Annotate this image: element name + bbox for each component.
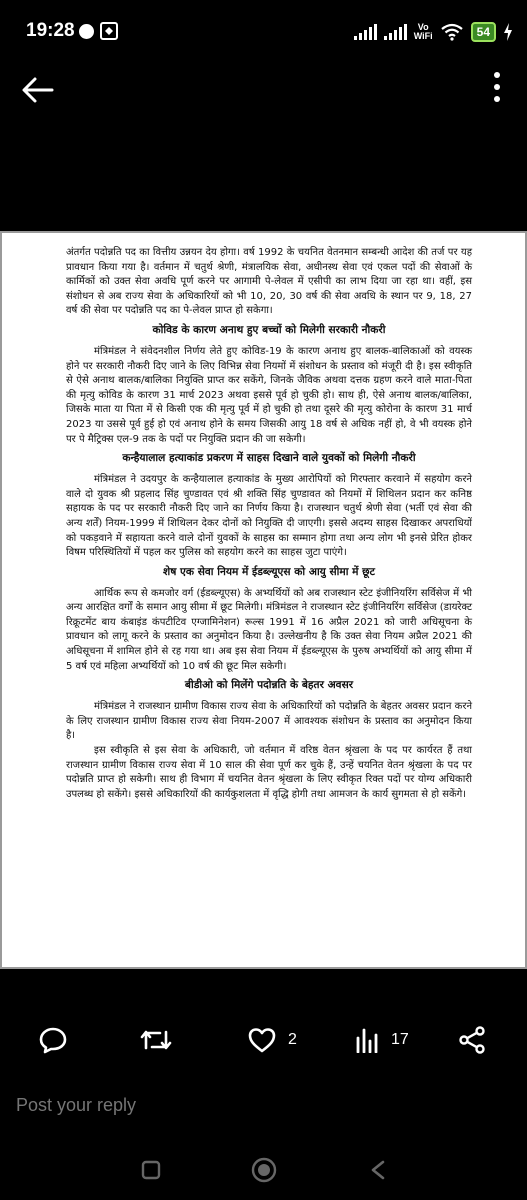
notification-dot-icon (79, 24, 94, 39)
back-nav-icon[interactable] (368, 1159, 390, 1181)
analytics-icon (355, 1027, 379, 1053)
document-paragraph: अंतर्गत पदोन्नति पद का वित्तीय उन्नयन देय होगा। वर्ष 1992 के चयनित वेतनमान सम्बन्धी आदेश की तर्ज पर यह प्रावधान किया गया है। वर्तमान में चतुर्थ श्रेणी, मंत्रालयिक सेवा, अधीनस्थ सेवा एवं एकल पदों की सेवाओं के कार्मिकों को उक्त सेवा अवधि पूर्ण करने पर आगामी पे-लेवल में एसीपी का लाभ दिया जा रहा था। वहीं, इस संशोधन से अब राज्य सेवा के अधिकारियों को भी 10, 20, 30 वर्ष की सेवा अवधि के स्थान पर 9, 18, 27 वर्ष की सेवा पर पदोन्नति पद का पे-लेवल प्राप्त हो सकेगा। (66, 247, 472, 317)
document-image[interactable] (0, 231, 527, 969)
views-count: 17 (391, 1031, 409, 1048)
status-time: 19:28 (26, 20, 75, 41)
document-heading: बीडीओ को मिलेंगे पदोन्नति के बेहतर अवसर (184, 679, 354, 692)
more-options-icon[interactable] (491, 72, 503, 108)
status-bar (0, 0, 527, 62)
share-icon (458, 1026, 486, 1054)
repost-button[interactable] (140, 1017, 172, 1063)
app-notification-icon (100, 22, 118, 40)
system-nav-bar (0, 1148, 527, 1192)
vowifi-bottom: WiFi (413, 31, 433, 41)
document-paragraph: आर्थिक रूप से कमजोर वर्ग (ईडब्ल्यूएस) के अभ्यर्थियों को अब राजस्थान स्टेट इंजीनियरिंग सर्विसेज में भी अन्य आरक्षित वर्गों के समान आयु सीमा में छूट मिलेगी। मंत्रिमंडल ने राजस्थान स्टेट इंजीनियरिंग सर्विसेज (डायरेक्ट रिक्रूटमेंट बाय कंबाइंड कंपटीटिव एग्जामिनेशन) रूल्स 1991 में 16 अप्रैल 2021 को जारी अधिसूचना के प्रावधान को लागू करने के प्रस्ताव का अनुमोदन किया है। उल्लेखनीय है कि उक्त सेवा नियम अप्रैल 2021 की अधिसूचना में शामिल होने से रह गया था। अब इस सेवा नियम में ईडब्ल्यूएस के पुरुष अभ्यर्थियों को आयु सीमा में 5 वर्ष एवं महिला अभ्यर्थियों को 10 वर्ष की छूट मिल सकेगी। (66, 587, 472, 672)
recent-apps-icon[interactable] (141, 1160, 161, 1180)
back-arrow-icon[interactable] (20, 74, 56, 106)
vowifi-icon (414, 23, 433, 41)
share-button[interactable] (458, 1017, 486, 1063)
repost-icon (140, 1026, 172, 1054)
app-bar (0, 62, 527, 118)
home-icon[interactable] (250, 1156, 278, 1184)
document-heading: कन्हैयालाल हत्याकांड प्रकरण में साहस दिखाने वाले युवकों को मिलेगी नौकरी (122, 452, 416, 465)
document-paragraph: मंत्रिमंडल ने उदयपुर के कन्हैयालाल हत्याकांड के मुख्य आरोपियों को गिरफ्तार करवाने में सहयोग करने वाले दो युवक श्री प्रहलाद सिंह चुण्डावत एवं श्री शक्ति सिंह चुण्डावत को नियमों में शिथिलन प्रदान कर कनिष्ठ सहायक के पद पर सरकारी नौकरी दिए जाने का निर्णय किया है। राजस्थान चतुर्थ श्रेणी सेवा (भर्ती एवं सेवा की अन्य शर्तें) नियम-1999 में शिथिलन देकर दोनों को नियुक्ति दी जाएगी। इससे अदम्य साहस दिखाकर अपराधियों को पकड़वाने में सहायता करने वाले दोनों युवकों के साहस का सम्मान होगा तथा अन्य लोग भी इनसे प्रेरित होकर विषम परिस्थितियों में पहल कर पुलिस को सहयोग करने का साहस जुटा पाएंगे। (66, 474, 472, 559)
status-icons (354, 20, 513, 44)
charging-icon (503, 23, 513, 41)
reply-input[interactable] (16, 1088, 511, 1122)
like-count: 2 (288, 1031, 297, 1048)
wifi-icon (440, 23, 464, 41)
battery-indicator: 54 (471, 22, 496, 42)
vowifi-top: Vo (417, 22, 429, 32)
document-paragraph: इस स्वीकृति से इस सेवा के अधिकारी, जो वर्तमान में वरिष्ठ वेतन श्रृंखला के पद पर कार्यरत हैं तथा राजस्थान ग्रामीण विकास राज्य सेवा में 10 साल की सेवा पूर्ण कर चुके हैं, उन्हें चयनित वेतन श्रृंखला के पद पर पदोन्नति प्राप्त हो सकेगी। साथ ही विभाग में चयनित वेतन श्रृंखला के लिए स्वीकृत रिक्त पदों पर योग्य अधिकारी उपलब्ध हो सकेंगे। इससे अधिकारियों की कार्यकुशलता में वृद्धि होगी तथा आमजन के कार्य सुगमता से हो सकेंगे। (66, 745, 472, 800)
reply-icon (38, 1026, 68, 1054)
signal-icon (354, 24, 377, 40)
heart-icon (248, 1027, 276, 1053)
post-actions (0, 1017, 527, 1063)
like-button[interactable] (248, 1017, 297, 1063)
views-button[interactable] (355, 1017, 409, 1063)
reply-button[interactable] (38, 1017, 68, 1063)
document-paragraph: मंत्रिमंडल ने संवेदनशील निर्णय लेते हुए कोविड-19 के कारण अनाथ हुए बालक-बालिकाओं को वयस्क होने पर सरकारी नौकरी दिए जाने के लिए विभिन्न सेवा नियमों में संशोधन के प्रस्ताव को मंजूरी दी है। इस स्वीकृति से ऐसे अनाथ बालक/बालिका नियुक्ति प्राप्त कर सकेंगे, जिनके जैविक अथवा दत्तक ग्रहण करने वाले माता-पिता की मृत्यु कोविड के कारण 31 मार्च 2023 अथवा इससे पूर्व हो चुकी हो। साथ ही, ऐसे अनाथ बालक/बालिका, जिसके माता या पिता में से किसी एक की मृत्यु पूर्व में हो चुकी हो तथा दूसरे की मृत्यु कोरोना के कारण 31 मार्च 2023 या उससे पूर्व हुई हो एवं अनाथ होने के समय जिसकी आयु 18 वर्ष से अधिक नहीं हो, वे भी वयस्क होने पर पे मैट्रिक्स एल-9 तक के पदों पर नियुक्ति प्रदान की जा सकेगी। (66, 345, 472, 445)
document-heading: कोविड के कारण अनाथ हुए बच्चों को मिलेगी सरकारी नौकरी (152, 323, 386, 336)
document-paragraph: मंत्रिमंडल ने राजस्थान ग्रामीण विकास राज्य सेवा के अधिकारियों को पदोन्नति के बेहतर अवसर प्रदान करने के लिए राजस्थान ग्रामीण विकास राज्य सेवा नियम-2007 में आवश्यक संशोधन के प्रस्ताव का अनुमोदन किया है। (66, 701, 472, 742)
signal-icon-2 (384, 24, 407, 40)
document-heading: शेष एक सेवा नियम में ईडब्ल्यूएस को आयु सीमा में छूट (163, 565, 375, 578)
